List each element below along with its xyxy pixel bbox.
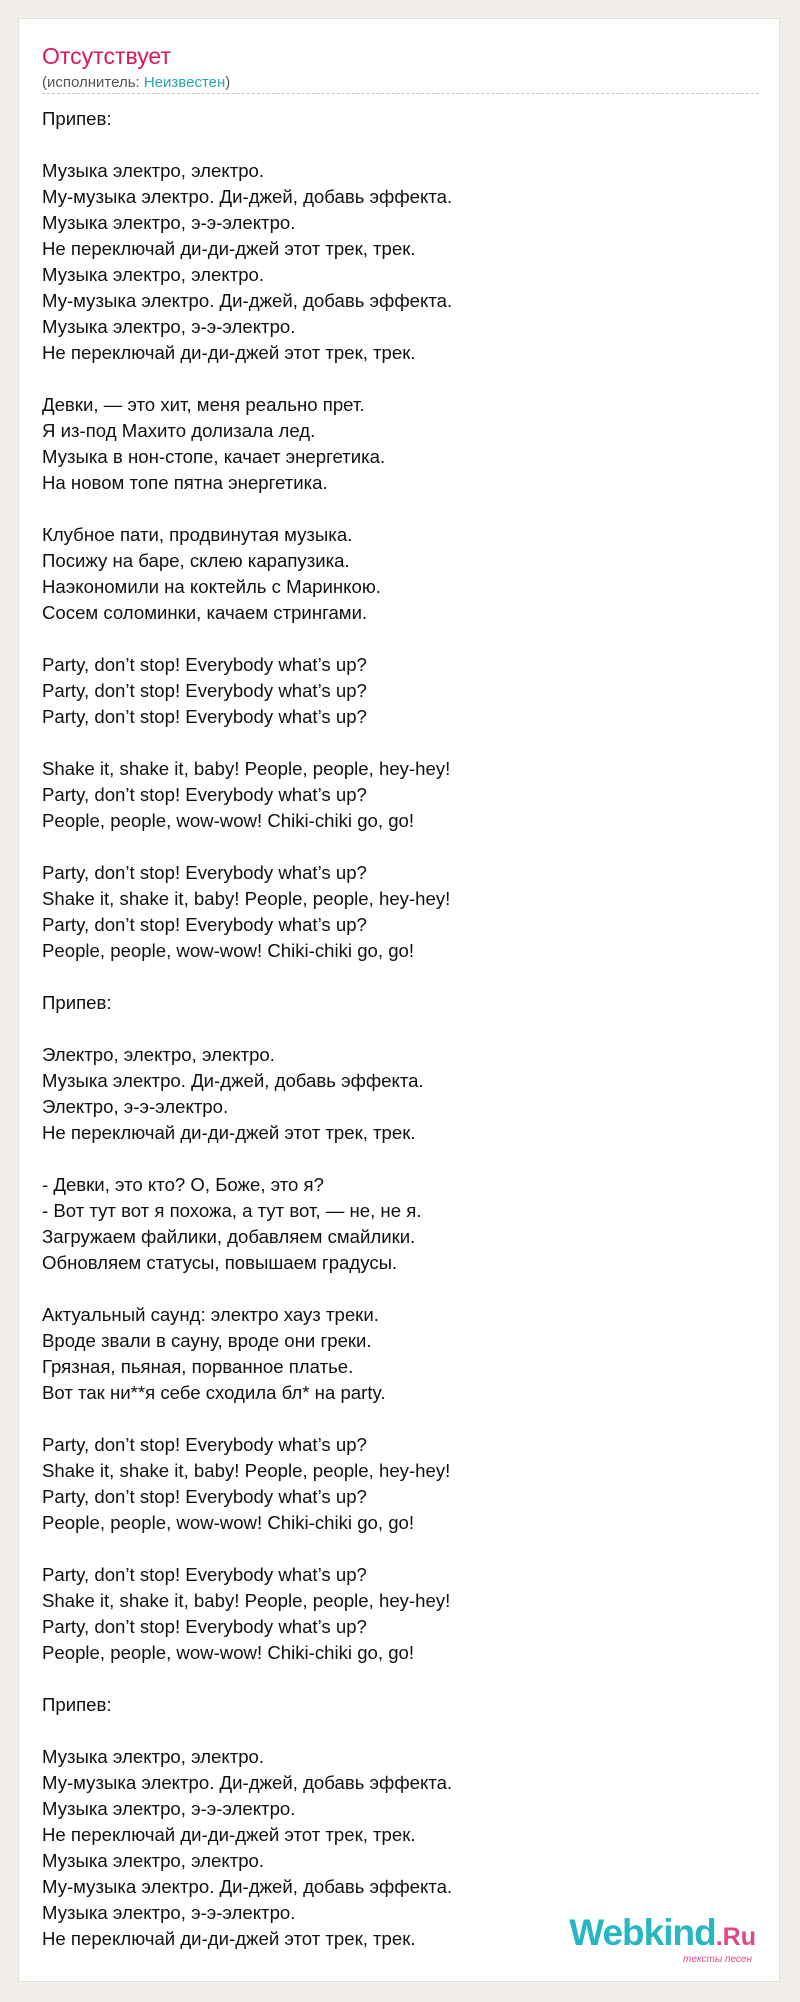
lyric-line: Музыка электро, электро. xyxy=(42,1746,265,1767)
stanza-break xyxy=(42,1536,742,1562)
lyric-line: Музыка в нон-стопе, качает энергетика. xyxy=(42,446,386,467)
lyric-line: Party, don’t stop! Everybody what’s up? xyxy=(42,1564,367,1585)
stanza-break xyxy=(42,1666,742,1692)
logo-main-text: Webkind xyxy=(569,1912,716,1953)
lyric-line: Не переключай ди-ди-джей этот трек, трек. xyxy=(42,238,416,259)
lyric-line: Shake it, shake it, baby! People, people, hey-hey! xyxy=(42,1460,451,1481)
lyric-line: Музыка электро, электро. xyxy=(42,160,265,181)
stanza-break xyxy=(42,1276,742,1302)
lyric-line: Сосем соломинки, качаем стрингами. xyxy=(42,602,368,623)
lyric-line: Му-музыка электро. Ди-джей, добавь эффекта. xyxy=(42,1772,453,1793)
artist-suffix: ) xyxy=(225,74,231,91)
stanza-break xyxy=(42,132,742,158)
title-divider xyxy=(42,93,759,94)
lyric-line: Party, don’t stop! Everybody what’s up? xyxy=(42,680,367,701)
lyric-line: Припев: xyxy=(42,992,112,1013)
lyric-line: Музыка электро, э-э-электро. xyxy=(42,212,296,233)
lyric-line: Грязная, пьяная, порванное платье. xyxy=(42,1356,354,1377)
lyric-line: Shake it, shake it, baby! People, people, hey-hey! xyxy=(42,1590,451,1611)
lyric-line: Обновляем статусы, повышаем градусы. xyxy=(42,1252,398,1273)
lyric-line: Музыка электро, э-э-электро. xyxy=(42,1902,296,1923)
lyric-line: Девки, — это хит, меня реально прет. xyxy=(42,394,365,415)
stanza-break xyxy=(42,366,742,392)
lyric-line: - Вот тут вот я похожа, а тут вот, — не, не я. xyxy=(42,1200,422,1221)
lyric-line: Посижу на баре, склею карапузика. xyxy=(42,550,350,571)
song-title: Отсутствует xyxy=(42,43,171,69)
lyric-line: Party, don’t stop! Everybody what’s up? xyxy=(42,862,367,883)
lyric-line: People, people, wow-wow! Chiki-chiki go, go! xyxy=(42,1642,415,1663)
lyric-line: Shake it, shake it, baby! People, people, hey-hey! xyxy=(42,758,451,779)
logo-domain-suffix: .Ru xyxy=(715,1923,756,1951)
lyric-line: Актуальный саунд: электро хауз треки. xyxy=(42,1304,379,1325)
lyric-line: Музыка электро, электро. xyxy=(42,1850,265,1871)
lyric-line: People, people, wow-wow! Chiki-chiki go, go! xyxy=(42,810,415,831)
stanza-break xyxy=(42,964,742,990)
stanza-break xyxy=(42,1016,742,1042)
stanza-break xyxy=(42,1146,742,1172)
stanza-break xyxy=(42,626,742,652)
lyric-line: Музыка электро. Ди-джей, добавь эффекта. xyxy=(42,1070,424,1091)
lyric-line: Му-музыка электро. Ди-джей, добавь эффекта. xyxy=(42,1876,453,1897)
lyrics-card xyxy=(18,18,780,1982)
lyric-line: Party, don’t stop! Everybody what’s up? xyxy=(42,706,367,727)
lyric-line: Я из-под Махито долизала лед. xyxy=(42,420,316,441)
lyric-line: Электро, э-э-электро. xyxy=(42,1096,229,1117)
lyrics-text xyxy=(42,106,742,1952)
lyric-line: Вроде звали в сауну, вроде они греки. xyxy=(42,1330,372,1351)
stanza-break xyxy=(42,496,742,522)
lyric-line: Загружаем файлики, добавляем смайлики. xyxy=(42,1226,416,1247)
lyric-line: Му-музыка электро. Ди-джей, добавь эффекта. xyxy=(42,290,453,311)
webkind-logo[interactable] xyxy=(569,1914,756,1965)
logo-wordmark xyxy=(569,1914,756,1956)
lyric-line: Припев: xyxy=(42,1694,112,1715)
lyric-line: На новом топе пятна энергетика. xyxy=(42,472,328,493)
lyric-line: Shake it, shake it, baby! People, people, hey-hey! xyxy=(42,888,451,909)
lyric-line: Вот так ни**я себе сходила бл* на party. xyxy=(42,1382,386,1403)
lyric-line: Party, don’t stop! Everybody what’s up? xyxy=(42,1434,367,1455)
lyric-line: Электро, электро, электро. xyxy=(42,1044,275,1065)
stanza-break xyxy=(42,1406,742,1432)
stanza-break xyxy=(42,1718,742,1744)
stanza-break xyxy=(42,730,742,756)
artist-prefix: (исполнитель: xyxy=(42,74,144,91)
lyric-line: Клубное пати, продвинутая музыка. xyxy=(42,524,353,545)
lyric-line: Party, don’t stop! Everybody what’s up? xyxy=(42,914,367,935)
lyric-line: Party, don’t stop! Everybody what’s up? xyxy=(42,1486,367,1507)
lyric-line: Party, don’t stop! Everybody what’s up? xyxy=(42,784,367,805)
lyric-line: Не переключай ди-ди-джей этот трек, трек. xyxy=(42,1928,416,1949)
lyric-line: People, people, wow-wow! Chiki-chiki go, go! xyxy=(42,940,415,961)
lyric-line: Не переключай ди-ди-джей этот трек, трек. xyxy=(42,1824,416,1845)
lyric-line: Наэкономили на коктейль с Маринкою. xyxy=(42,576,381,597)
lyric-line: Музыка электро, электро. xyxy=(42,264,265,285)
lyric-line: Му-музыка электро. Ди-джей, добавь эффекта. xyxy=(42,186,453,207)
stanza-break xyxy=(42,834,742,860)
lyric-line: Припев: xyxy=(42,108,112,129)
lyric-line: Не переключай ди-ди-джей этот трек, трек. xyxy=(42,1122,416,1143)
artist-line xyxy=(42,74,230,92)
logo-tagline: тексты песен xyxy=(683,1954,752,1965)
lyric-line: - Девки, это кто? О, Боже, это я? xyxy=(42,1174,324,1195)
lyric-line: Не переключай ди-ди-джей этот трек, трек. xyxy=(42,342,416,363)
lyric-line: People, people, wow-wow! Chiki-chiki go, go! xyxy=(42,1512,415,1533)
artist-link[interactable]: Неизвестен xyxy=(143,74,226,91)
lyric-line: Музыка электро, э-э-электро. xyxy=(42,316,296,337)
lyric-line: Музыка электро, э-э-электро. xyxy=(42,1798,296,1819)
lyric-line: Party, don’t stop! Everybody what’s up? xyxy=(42,654,367,675)
lyric-line: Party, don’t stop! Everybody what’s up? xyxy=(42,1616,367,1637)
